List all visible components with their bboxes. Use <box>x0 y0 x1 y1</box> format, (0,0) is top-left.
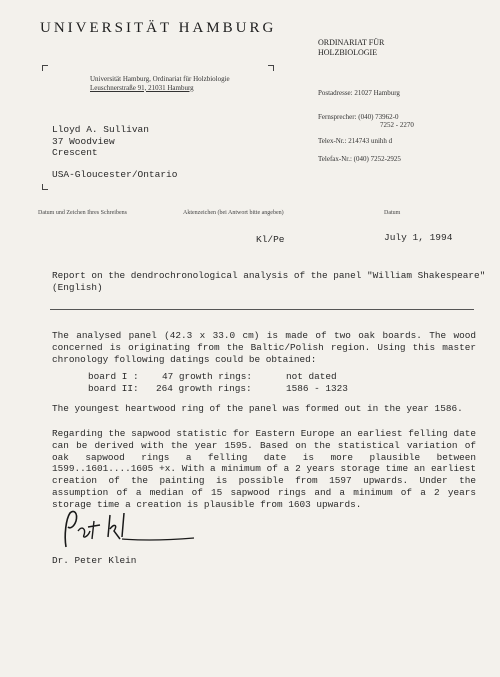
return-address-line-2: Leuschnerstraße 91, 21031 Hamburg <box>90 83 194 92</box>
your-reference-label: Datum und Zeichen Ihres Schreibens <box>38 210 127 216</box>
recipient-street: 37 Woodview <box>52 135 115 147</box>
recipient-street-2: Crescent <box>52 147 98 158</box>
subject-line-2: (English) <box>52 282 103 293</box>
postal-address: Postadresse: 21027 Hamburg <box>318 89 400 97</box>
phone-number: Fernsprecher: (040) 73962-0 <box>318 113 399 121</box>
phone-extension: 7252 - 2270 <box>380 121 414 129</box>
university-name: UNIVERSITÄT HAMBURG <box>40 20 277 36</box>
telefax-number: Telefax-Nr.: (040) 7252-2925 <box>318 155 401 163</box>
subject <box>52 270 485 294</box>
return-address-line-1: Universität Hamburg, Ordinariat für Holzbiologie <box>90 75 230 83</box>
recipient-city: USA-Gloucester/Ontario <box>52 168 178 180</box>
telex-number: Telex-Nr.: 214743 unihh d <box>318 137 393 145</box>
window-corner-bottom-left <box>42 184 48 190</box>
subject-divider <box>50 309 474 310</box>
paragraph-3: Regarding the sapwood statistic for Eastern Europe an earliest felling date can be derived with the year 1595. Based on the statistical variation of oak sapwood rings a felling date is more plausible between 1599..1601....1605 +x. With a minimum of a 2 years storage time an earliest creation of the painting is possible from 1597 upwards. Under the assumption of a median of 15 sapwood rings and a minimum of a 2 years storage time a creation is plausible from 1603 upwards. <box>52 428 476 510</box>
window-corner-top-left <box>42 65 48 71</box>
department-line-1: ORDINARIAT FÜR <box>318 38 385 47</box>
return-address <box>90 75 230 92</box>
file-number: Kl/Pe <box>256 234 285 245</box>
window-corner-top-right <box>268 65 274 71</box>
paragraph-1: The analysed panel (42.3 x 33.0 cm) is made of two oak boards. The wood concerned is originating from the Baltic/Polish region. Using this master chronology following datings could be obtained: <box>52 330 476 365</box>
signatory-name: Dr. Peter Klein <box>52 555 137 566</box>
letter-date: July 1, 1994 <box>384 232 453 243</box>
handwritten-signature <box>58 507 198 551</box>
recipient-address <box>52 124 177 180</box>
board-result: not dated <box>286 371 337 382</box>
board-rings: 264 growth rings: <box>156 382 252 394</box>
board-label: board II: <box>88 382 139 394</box>
paragraph-2: The youngest heartwood ring of the panel was formed out in the year 1586. <box>52 403 463 414</box>
board-list <box>88 371 348 394</box>
department-block <box>318 38 384 58</box>
board-row <box>88 371 348 383</box>
board-rings: 47 growth rings: <box>162 371 253 382</box>
department-line-2: HOLZBIOLOGIE <box>318 48 378 57</box>
date-label: Datum <box>384 210 401 216</box>
recipient-name: Lloyd A. Sullivan <box>52 124 149 135</box>
board-result: 1586 - 1323 <box>286 382 348 394</box>
subject-line-1: Report on the dendrochronological analysis of the panel "William Shakespeare" <box>52 270 486 281</box>
our-reference-label: Aktenzeichen (bei Antwort bitte angeben) <box>183 210 284 216</box>
board-row <box>88 383 348 395</box>
board-label: board I : <box>88 371 139 382</box>
